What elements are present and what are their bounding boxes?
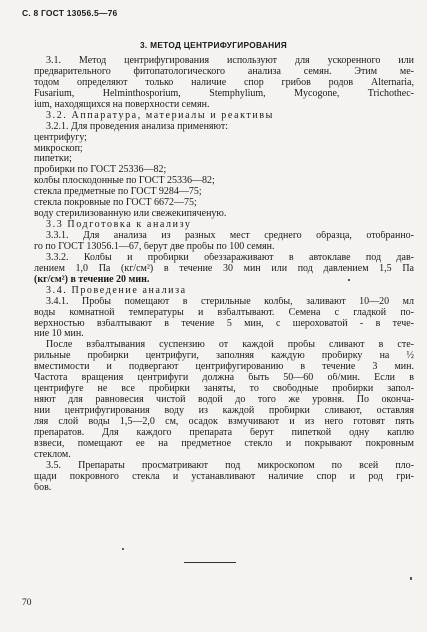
text-line: лением 1,0 Па (кг/см²) в течение 30 мин или под давлением 1,5 Па [34, 263, 414, 274]
text-line: 3.1. Метод центрифугирования используют для ускоренного или [46, 56, 414, 66]
text-line: 3.3.2. Колбы и пробирки обеззараживают в автоклаве под дав- [46, 252, 414, 263]
text-line: центрифуге не все пробирки заняты, то свободные пробирки запол- [34, 384, 414, 395]
text-line: 3.5. Препараты просматривают под микроскопом по всей пло- [46, 460, 414, 471]
list-item: колбы плоскодонные по ГОСТ 25336—82; [34, 176, 215, 187]
page-number: 70 [22, 598, 32, 608]
section-title: 3. МЕТОД ЦЕНТРИФУГИРОВАНИЯ [139, 40, 287, 50]
list-item: пипетки; [34, 154, 72, 165]
print-speck [348, 279, 350, 281]
text-line: ние 10 мин. [34, 329, 84, 340]
text-line: стеклом. [34, 449, 71, 460]
text-line: рильные пробирки центрифуги, заполняя каждую пробирку на ½ [34, 351, 414, 362]
text-line: го по ГОСТ 13056.1—67, берут две пробы по 100 семян. [34, 241, 275, 252]
list-item: стекла предметные по ГОСТ 9284—75; [34, 187, 202, 198]
list-item: пробирки по ГОСТ 25336—82; [34, 165, 167, 176]
list-item: центрифугу; [34, 132, 87, 143]
subsection-heading: 3.2. Аппаратура, материалы и реактивы [46, 110, 274, 121]
end-rule [184, 562, 236, 563]
text-line: предварительного фитопатологического анализа семян. Этим ме- [34, 66, 414, 77]
text-line: После взбалтывания суспензию от каждой пробы сливают в сте- [46, 340, 414, 351]
text-line: бов. [34, 482, 52, 493]
text-line: взвеси, помещают ее на предметное стекло и покрывают покровным [34, 438, 414, 449]
text-line: Fusarium, Helminthosporium, Stemphylium, Mycogone, Trichothec- [34, 88, 414, 99]
text-line: вместимости и подвергают центрифугированию в течение 3 мин. [34, 362, 414, 373]
text-line: препаратов. Для каждого препарата берут пипеткой одну каплю [34, 427, 414, 438]
text-line: ляя слой воды 1,5—2,0 см, осадок взмучивают и из него готовят пять [34, 416, 414, 427]
body-text [34, 56, 414, 494]
list-item: стекла покровные по ГОСТ 6672—75; [34, 198, 197, 209]
text-line: ium, находящихся на поверхности семян. [34, 99, 210, 110]
list-item: воду стерилизованную или свежекипяченую. [34, 209, 227, 220]
text-line: воды комнатной температуры и взбалтывают. Семена с гладкой по- [34, 307, 414, 318]
subsection-heading: 3.4. Проведение анализа [46, 285, 187, 296]
text-line: 3.4.1. Пробы помещают в стерильные колбы, заливают 10—20 мл [46, 296, 414, 307]
text-line: 3.2.1. Для проведения анализа применяют: [46, 121, 229, 132]
print-speck [410, 577, 412, 580]
list-item: микроскоп; [34, 143, 83, 154]
text-line: няют для равновесия чистой водой до того же уровня. По оконча- [34, 395, 414, 406]
print-speck [122, 548, 124, 550]
text-line: Частота вращения центрифуги должна быть 50—60 об/мин. Если в [34, 373, 414, 384]
text-line: нии центрифугирования воду из каждой пробирки сливают, оставляя [34, 406, 414, 416]
text-line: щади покровного стекла и устанавливают наличие спор и род гри- [34, 471, 414, 482]
text-line: верхностью взбалтывают в течение 5 мин, с шероховатой - в тече- [34, 318, 414, 329]
text-line: тодом определяют только наличие спор грибов родов Alternaria, [34, 77, 414, 88]
text-line: (кг/см²) в течение 20 мин. [34, 274, 150, 285]
subsection-heading: 3.3 Подготовка к анализу [46, 220, 192, 231]
running-head: С. 8 ГОСТ 13056.5—76 [22, 8, 118, 18]
text-line: 3.3.1. Для анализа из разных мест среднего образца, отобранно- [46, 231, 414, 241]
